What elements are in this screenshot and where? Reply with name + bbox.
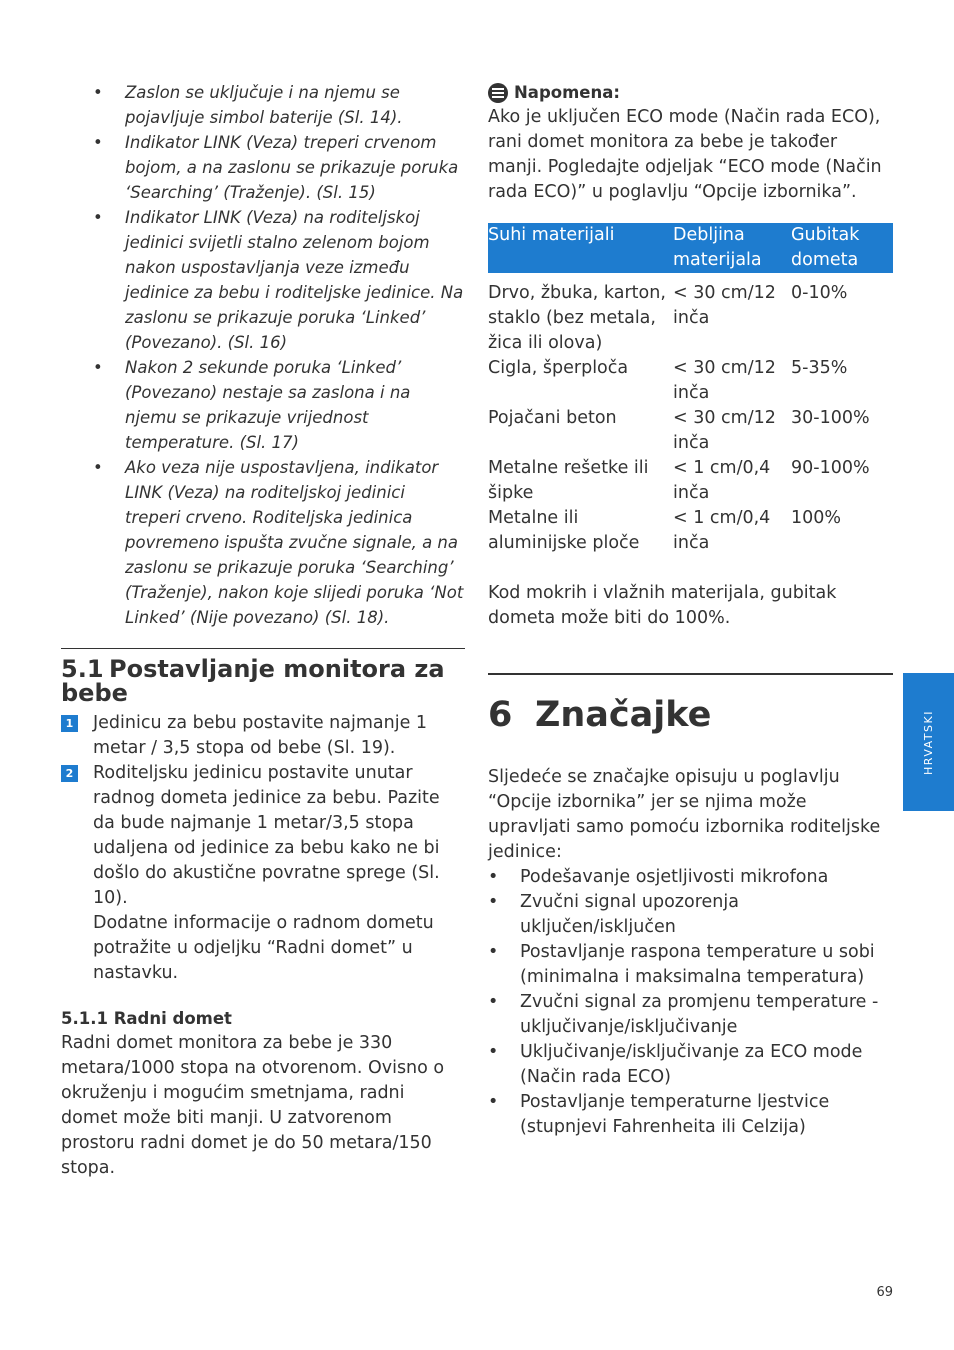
note-text: Ako je uključen ECO mode (Način rada ECO), rani domet monitora za bebe je također manji. Pogledajte odjeljak “ECO mode (Način rada ECO)” u poglavlju “Opcije izbornika”. — [488, 107, 882, 202]
language-tab — [903, 673, 954, 811]
column-header: Suhi materijali — [488, 223, 673, 273]
table-cell: < 30 cm/12 inča — [673, 358, 776, 403]
table-cell: < 1 cm/0,4 inča — [673, 458, 771, 503]
list-item: • Indikator LINK (Veza) na roditeljskoj jedinici svijetli stalno zelenom bojom nakon uspostavljanja veze između jedinice za bebu i roditeljske jedinice. Na zaslonu se prikazuje poruka ‘Linked’ (Povezano). (Sl. 16) — [61, 205, 465, 355]
materials-table — [488, 223, 893, 556]
list-item: • Zaslon se uključuje i na njemu se pojavljuje simbol baterije (Sl. 14). — [61, 80, 465, 130]
table-cell: Metalne ili aluminijske ploče — [488, 508, 640, 553]
note-heading — [488, 80, 893, 105]
table-row — [488, 506, 893, 556]
chapter-heading — [488, 695, 893, 735]
table-cell: < 30 cm/12 inča — [673, 408, 776, 453]
list-item: • Uključivanje/isključivanje za ECO mode (Način rada ECO) — [488, 1040, 893, 1090]
subsection-title: 5.1.1 Radni domet — [61, 1009, 232, 1028]
table-row — [488, 456, 893, 506]
table-cell: 100% — [791, 508, 842, 528]
chapter-divider — [488, 673, 893, 675]
step-1 — [61, 711, 465, 761]
table-cell: Pojačani beton — [488, 408, 617, 428]
table-cell: < 1 cm/0,4 inča — [673, 508, 771, 553]
list-item: • Postavljanje raspona temperature u sobi (minimalna i maksimalna temperatura) — [488, 940, 893, 990]
table-row — [488, 406, 893, 456]
chapter-number: 6 — [488, 695, 513, 735]
section-divider — [61, 648, 465, 649]
list-item: • Zvučni signal za promjenu temperature - uključivanje/isključivanje — [488, 990, 893, 1040]
table-cell: 30-100% — [791, 408, 870, 428]
chapter-title: Značajke — [535, 695, 712, 735]
table-cell: Metalne rešetke ili šipke — [488, 458, 649, 503]
table-cell: 5-35% — [791, 358, 848, 378]
step-2 — [61, 761, 465, 986]
list-item: • Indikator LINK (Veza) treperi crvenom bojom, a na zaslonu se prikazuje poruka ‘Searching’ (Traženje). (Sl. 15) — [61, 130, 465, 205]
section-title: Postavljanje monitora za bebe — [61, 655, 445, 707]
right-column — [488, 80, 893, 1140]
step-badge: 1 — [61, 715, 78, 732]
left-column — [61, 80, 465, 1181]
list-item: • Zvučni signal upozorenja uključen/isključen — [488, 890, 893, 940]
note-icon — [488, 83, 508, 103]
status-bullet-list — [61, 80, 465, 630]
features-list — [488, 865, 893, 1140]
step-text: Roditeljsku jedinicu postavite unutar radnog dometa jedinice za bebu. Pazite da bude najmanje 1 metar/3,5 stopa udaljena od jedinice za bebu kako ne bi došlo do akustične povratne sprege (Sl. 10). — [93, 763, 440, 908]
table-cell: 0-10% — [791, 283, 848, 303]
table-cell: 90-100% — [791, 458, 870, 478]
table-cell: Drvo, žbuka, karton, staklo (bez metala, žica ili olova) — [488, 283, 666, 353]
section-number: 5.1 — [61, 655, 104, 683]
step-text: Jedinicu za bebu postavite najmanje 1 metar / 3,5 stopa od bebe (Sl. 19). — [93, 713, 428, 758]
table-header-row — [488, 223, 893, 273]
step-badge: 2 — [61, 765, 78, 782]
list-item: • Nakon 2 sekunde poruka ‘Linked’ (Povezano) nestaje sa zaslona i na njemu se prikazuje vrijednost temperature. (Sl. 17) — [61, 355, 465, 455]
column-header: Gubitak dometa — [791, 223, 893, 273]
subsection-text: Radni domet monitora za bebe je 330 metara/1000 stopa na otvorenom. Ovisno o okruženju i mogućim smetnjama, radni domet može biti manji. U zatvorenom prostoru radni domet je do 50 metara/150 stopa. — [61, 1033, 445, 1178]
list-item: • Ako veza nije uspostavljena, indikator LINK (Veza) na roditeljskoj jedinici treperi crveno. Roditeljska jedinica povremeno ispušta zvučne signale, a na zaslonu se prikazuje poruka ‘Searching’ (Traženje), nakon koje slijedi poruka ‘Not Linked’ (Nije povezano) (Sl. 18). — [61, 455, 465, 630]
note-label: Napomena: — [514, 83, 620, 102]
page-number: 69 — [876, 1285, 893, 1300]
section-heading — [61, 657, 465, 705]
step-extra-text: Dodatne informacije o radnom dometu potražite u odjeljku “Radni domet” u nastavku. — [93, 913, 434, 983]
column-header: Debljina materijala — [673, 223, 791, 273]
features-intro: Sljedeće se značajke opisuju u poglavlju “Opcije izbornika” jer se njima može upravljati samo pomoću izbornika roditeljske jedinice: — [488, 767, 881, 862]
table-cell: Cigla, šperploča — [488, 358, 629, 378]
wet-materials-note: Kod mokrih i vlažnih materijala, gubitak dometa može biti do 100%. — [488, 583, 837, 628]
table-row — [488, 273, 893, 356]
list-item: • Podešavanje osjetljivosti mikrofona — [488, 865, 893, 890]
list-item: • Postavljanje temperaturne ljestvice (stupnjevi Fahrenheita ili Celzija) — [488, 1090, 893, 1140]
table-cell: < 30 cm/12 inča — [673, 283, 776, 328]
table-row — [488, 356, 893, 406]
language-tab-label: HRVATSKI — [922, 709, 935, 775]
